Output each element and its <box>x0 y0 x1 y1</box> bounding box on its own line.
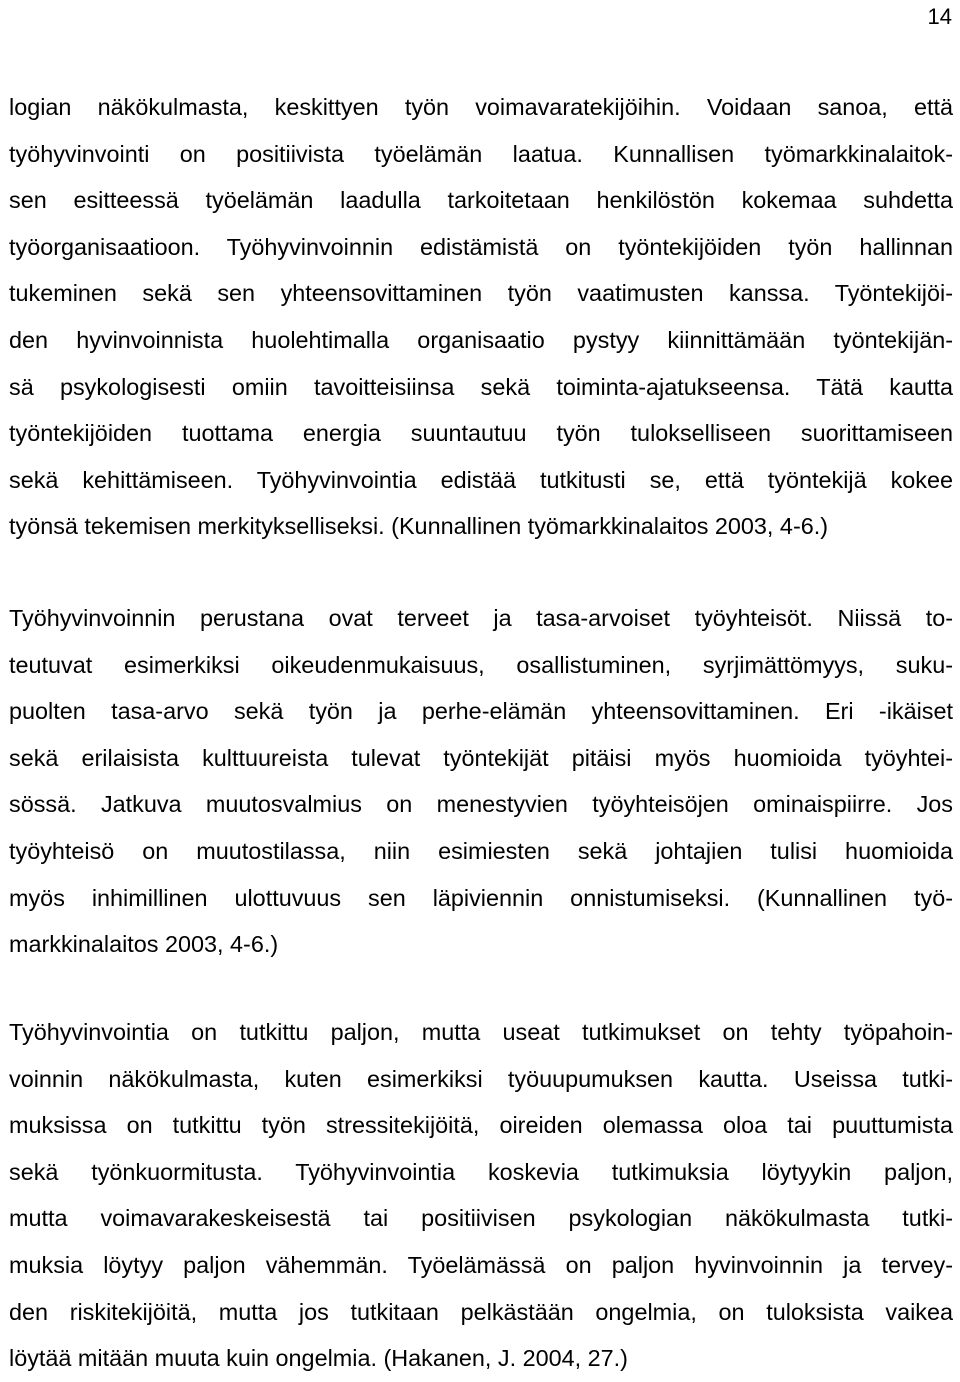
paragraph-2 <box>9 595 953 968</box>
paragraph-3 <box>9 1009 953 1382</box>
text-line: voinnin näkökulmasta, kuten esimerkiksi työuupumuksen kautta. Useissa tutki- <box>9 1065 953 1092</box>
text-line: den riskitekijöitä, mutta jos tutkitaan pelkästään ongelmia, on tuloksista vaikea <box>9 1298 953 1325</box>
text-line: työntekijöiden tuottama energia suuntautuu työn tulokselliseen suorittamiseen <box>9 420 953 447</box>
text-line: Työhyvinvointia on tutkittu paljon, mutta useat tutkimukset on tehty työpahoin- <box>9 1019 953 1045</box>
text-line: sössä. Jatkuva muutosvalmius on menestyvien työyhteisöjen ominaispiirre. Jos <box>9 791 953 818</box>
text-line: Työhyvinvoinnin perustana ovat terveet ja tasa-arvoiset työyhteisöt. Niissä to- <box>9 605 953 631</box>
text-line: sä psykologisesti omiin tavoitteisiinsa sekä toiminta-ajatukseensa. Tätä kautta <box>9 373 953 400</box>
page-number: 14 <box>927 4 952 29</box>
text-line: löytää mitään muuta kuin ongelmia. (Hakanen, J. 2004, 27.) <box>9 1345 628 1372</box>
text-line: sekä työnkuormitusta. Työhyvinvointia koskevia tutkimuksia löytyykin paljon, <box>9 1158 953 1185</box>
text-line: tukeminen sekä sen yhteensovittaminen työn vaatimusten kanssa. Työntekijöi- <box>9 280 953 307</box>
text-line: myös inhimillinen ulottuvuus sen läpiviennin onnistumiseksi. (Kunnallinen työ- <box>9 884 953 911</box>
text-line: sekä kehittämiseen. Työhyvinvointia edistää tutkitusti se, että työntekijä kokee <box>9 466 953 493</box>
text-line: puolten tasa-arvo sekä työn ja perhe-elämän yhteensovittaminen. Eri -ikäiset <box>9 698 953 725</box>
text-line: sen esitteessä työelämän laadulla tarkoitetaan henkilöstön kokemaa suhdetta <box>9 187 953 214</box>
text-line: työhyvinvointi on positiivista työelämän laatua. Kunnallisen työmarkkinalaitok- <box>9 140 953 167</box>
text-line: den hyvinvoinnista huolehtimalla organisaatio pystyy kiinnittämään työntekijän- <box>9 326 953 353</box>
text-line: muksia löytyy paljon vähemmän. Työelämässä on paljon hyvinvoinnin ja tervey- <box>9 1251 953 1278</box>
paragraph-1 <box>9 84 953 550</box>
text-line: logian näkökulmasta, keskittyen työn voimavaratekijöihin. Voidaan sanoa, että <box>9 94 953 120</box>
text-line: työyhteisö on muutostilassa, niin esimiesten sekä johtajien tulisi huomioida <box>9 837 953 864</box>
text-line: sekä erilaisista kulttuureista tulevat työntekijät pitäisi myös huomioida työyhtei- <box>9 744 953 771</box>
text-line: työorganisaatioon. Työhyvinvoinnin edistämistä on työntekijöiden työn hallinnan <box>9 233 953 260</box>
text-line: markkinalaitos 2003, 4-6.) <box>9 931 279 958</box>
text-line: teutuvat esimerkiksi oikeudenmukaisuus, osallistuminen, syrjimättömyys, suku- <box>9 651 953 678</box>
text-line: työnsä tekemisen merkitykselliseksi. (Kunnallinen työmarkkinalaitos 2003, 4-6.) <box>9 513 829 540</box>
text-line: muksissa on tutkittu työn stressitekijöitä, oireiden olemassa oloa tai puuttumista <box>9 1112 953 1139</box>
text-line: mutta voimavarakeskeisestä tai positiivisen psykologian näkökulmasta tutki- <box>9 1205 953 1232</box>
